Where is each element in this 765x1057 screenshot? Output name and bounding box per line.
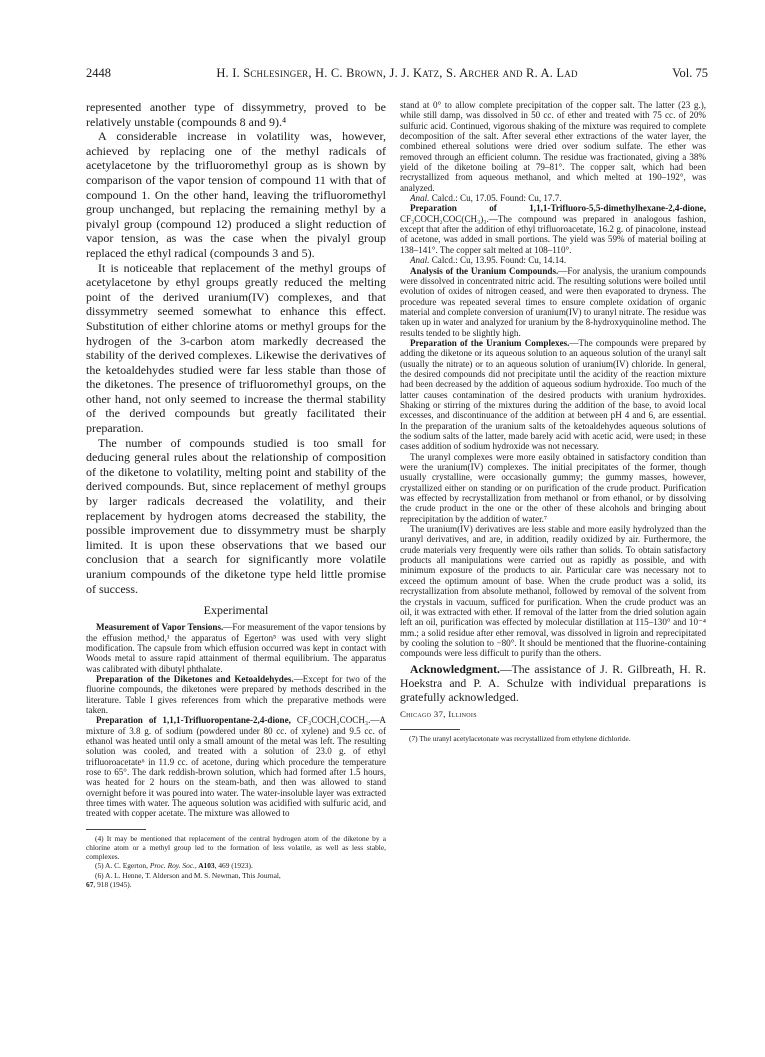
paragraph-text: —The compounds were prepared by adding the diketone or its aqueous solution to an aqueous solution of the uranyl salt (usually the nitrate) or to an aqueous solution of uranium(IV) chloride. In general, the desired compounds did not precipitate until the acidity of the reaction mixture had been decreased by the addition of aqueous sodium hydroxide. Too much of the latter causes contamination of the desired products with uranium hydroxides. Shaking or stirring of the mixtures during the addition of the base, to avoid local excesses, and discontinuance of the addition at between pH 4 and 6, are essential. In the preparation of the uranium salts of the ketoaldehydes aqueous solutions of the sodium salts of the latter, made barely acid with acetic acid, were used; in these cases addition of sodium hydroxide was not necessary.	[400, 337, 706, 452]
paragraph-text: —The assistance of J. R. Gilbreath, H. R. Hoekstra and P. A. Schulze with individual preparations is gratefully acknowledged.	[400, 662, 706, 704]
paragraph	[86, 715, 386, 818]
paragraph	[86, 674, 386, 715]
footnote-text: , 918 (1945).	[93, 879, 132, 889]
paragraph-text: —Except for two of the fluorine compounds, the diketones were prepared by methods described in the literature. Table I gives references from which the preparative methods were taken.	[86, 673, 386, 715]
analysis-label: Anal.	[410, 193, 430, 204]
analysis-line	[400, 255, 706, 265]
left-column	[86, 100, 386, 889]
paragraph: The uranyl complexes were more easily obtained in satisfactory condition than were the uranium(IV) complexes. The initial precipitates of the former, though usually crystalline, were occasionally gummy; the gummy masses, however, crystallized either on standing or on purification of the crude product. Purification was effected by recrystallization from methanol or from ethanol, or by dissolving the crude product in the one or the other of these alcohols and bringing about reprecipitation by the addition of water.⁷	[400, 451, 706, 524]
footnote-divider	[86, 829, 146, 830]
footnote: (4) It may be mentioned that replacement of the central hydrogen atom of the diketone by a chlorine atom or a methyl group led to the formation of less volatile, as well as less stable, complexes.	[86, 833, 386, 862]
footnote-text: (5) A. C. Egerton,	[95, 861, 150, 871]
paragraph: It is noticeable that replacement of the methyl groups of acetylacetone by ethyl groups greatly reduced the melting point of the derived uranium(IV) complexes, and that dissymmetry seemed somewhat to enhance this effect. Substitution of either chlorine atoms or methyl groups for the hydrogen of the 3-carbon atom markedly decreased the stability of the derived complexes. Likewise the derivatives of the ketoaldehydes studied were far less stable than those of the diketones. The presence of trifluoromethyl groups, on the other hand, not only seemed to increase the thermal stability of the derived compounds but greatly facilitated their preparation.	[86, 260, 386, 436]
paragraph: stand at 0° to allow complete precipitation of the copper salt. The latter (23 g.), while still damp, was dissolved in 50 cc. of ether and treated with 75 cc. of 20% sulfuric acid. Continued, vigorous shaking of the mixture was required to complete decomposition of the salt. After several ether extractions of the water layer, the combined ethereal solutions were dried over sodium sulfate. The ether was removed through an efficient column. The residue was fractionated, giving a 38% yield of the diketone boiling at 79–81°. The copper salt, which had been recrystallized from aqueous methanol, and which melted at 190–192°, was analyzed.	[400, 100, 706, 193]
footnote-divider	[400, 729, 460, 730]
section-heading: Experimental	[203, 603, 269, 618]
affiliation-location: Chicago 37, Illinois	[400, 708, 477, 719]
paragraph-text: —For analysis, the uranium compounds were dissolved in concentrated nitric acid. The resulting solutions were boiled until evolution of oxides of nitrogen ceased, and were then evaporated to dryness. The procedure was repeated several times to ensure complete oxidation of organic material and complete conversion of uranium(IV) to uranyl nitrate. The residue was taken up in water and analyzed for uranium by the 8-hydroxyquinoline method. The results tended to be slightly high.	[400, 265, 706, 338]
analysis-label: Anal.	[410, 255, 430, 266]
footnote: (7) The uranyl acetylacetonate was recrystallized from ethylene dichloride.	[409, 733, 631, 743]
analysis-values: Calcd.: Cu, 13.95. Found: Cu, 14.14.	[429, 255, 567, 266]
footnote	[86, 861, 386, 870]
right-column	[400, 100, 706, 743]
volume-label: Vol. 75	[672, 66, 708, 80]
journal-name: Proc. Roy. Soc.,	[149, 861, 197, 871]
run-in-heading: Analysis of the Uranium Compounds.	[410, 265, 559, 276]
run-in-heading: Preparation of the Uranium Complexes.	[410, 337, 570, 348]
volume-number: A103	[196, 861, 215, 871]
paragraph-text: —For measurement of the vapor tensions by the effusion method,¹ the apparatus of Egerton⁵ was used with very slight modification. The capsule from which effusion occurred was kept in contact with Woods metal to assure rapid attainment of thermal equilibrium. The apparatus was calibrated with dibutyl phthalate.	[86, 622, 387, 674]
paragraph-text: CF₃COCH₂COCH₃.—A mixture of 3.8 g. of sodium (powdered under 80 cc. of xylene) and 9.5 cc. of ethanol was heated until only a small amount of the metal was left. The resulting solution was cooled, and treated with a solution of 23.0 g. of ethyl trifluoroacetate⁶ in 11.9 cc. of acetone, during which procedure the temperature rose to 65°. The dark reddish-brown solution, which had formed after 1.5 hours, was heated for 2 hours on the steam-bath, and then was allowed to stand overnight before it was poured into water. The water-insoluble layer was extracted three times with water. The aqueous solution was acidified with sulfuric acid, and treated with copper acetate. The mixture was allowed to	[86, 715, 386, 819]
footnote-text: , 469 (1923).	[214, 861, 253, 871]
paragraph	[400, 203, 706, 255]
run-in-heading: Preparation of 1,1,1-Trifluoro-5,5-dimethylhexane-2,4-dione,	[410, 203, 706, 214]
paragraph	[400, 266, 706, 338]
volume-number: 67	[86, 879, 94, 889]
running-header	[86, 66, 708, 82]
paragraph: The number of compounds studied is too small for deducing general rules about the relationship of composition of the diketone to volatility, melting point and stability of the derived compounds. But, since replacement of methyl groups by larger radicals decreased the volatility, and their replacement by hydrogen atoms decreased the stability, the possible improvement due to dissymmetry must be sharply limited. It is upon these observations that we based our conclusion that a search for significantly more volatile uranium compounds of the diketone type held little promise of success.	[86, 435, 386, 596]
author-line: H. I. Schlesinger, H. C. Brown, J. J. Katz, S. Archer and R. A. Lad	[216, 66, 578, 80]
footnote-text: (6) A. L. Henne, T. Alderson and M. S. Newman, This Journal,	[95, 870, 281, 880]
page-number: 2448	[86, 66, 111, 80]
paragraph	[400, 338, 706, 452]
paragraph-text: CF₃COCH₂COC(CH₃)₃.—The compound was prepared in analogous fashion, except that after the addition of ethyl trifluoroacetate, 16.2 g. of pinacolone, instead of acetone, was added in small portions. The yield was 59% of material boiling at 138–141°. The copper salt melted at 108–110°.	[400, 213, 706, 255]
paragraph: A considerable increase in volatility was, however, achieved by replacing one of the methyl radicals of acetylacetone by the trifluoromethyl group as is shown by comparison of the vapor tension of compound 11 with that of compound 1. On the other hand, leaving the trifluoromethyl group unchanged, but replacing the remaining methyl by a pivalyl group (compound 12) produced a slight reduction of vapor tension, as was the case when the pivalyl group replaced the ethyl radical (compounds 3 and 5).	[86, 129, 386, 260]
footnote	[86, 871, 386, 889]
run-in-heading: Acknowledgment.	[410, 662, 500, 676]
paragraph: represented another type of dissymmetry, proved to be relatively unstable (compounds 8 and 9).⁴	[86, 100, 386, 129]
analysis-line	[400, 193, 706, 203]
run-in-heading: Preparation of the Diketones and Ketoaldehydes.	[96, 673, 294, 684]
run-in-heading: Measurement of Vapor Tensions.	[96, 622, 224, 633]
paragraph	[86, 622, 386, 674]
acknowledgment	[400, 663, 706, 705]
paragraph: The uranium(IV) derivatives are less stable and more easily hydrolyzed than the uranyl derivatives, and are, in addition, readily oxidized by air. Furthermore, the crude materials very frequently were oils rather than solids. To obtain satisfactory products all manipulations were carried out as rapidly as possible, and with minimum exposure of the products to air. Particular care was necessary not to exceed the optimum amount of base. When the crude product was a solid, its recrystallization from absolute methanol, followed by removal of the solvent from the crystals in vacuum, sufficed for purification. When the crude product was an oil, it was extracted with ether. If removal of the latter from the dried solution again left an oil, purification was effected by molecular distillation at 115–130° and 10⁻⁴ mm.; a solid residue after ether removal, was dissolved in ligroin and reprecipitated by cooling the solution to −80°. It should be mentioned that the fluorine-containing compounds were less difficult to purify than the others.	[400, 524, 706, 659]
analysis-values: Calcd.: Cu, 17.05. Found: Cu, 17.7.	[429, 193, 562, 204]
run-in-heading: Preparation of 1,1,1-Trifluoropentane-2,4-dione,	[96, 715, 291, 726]
